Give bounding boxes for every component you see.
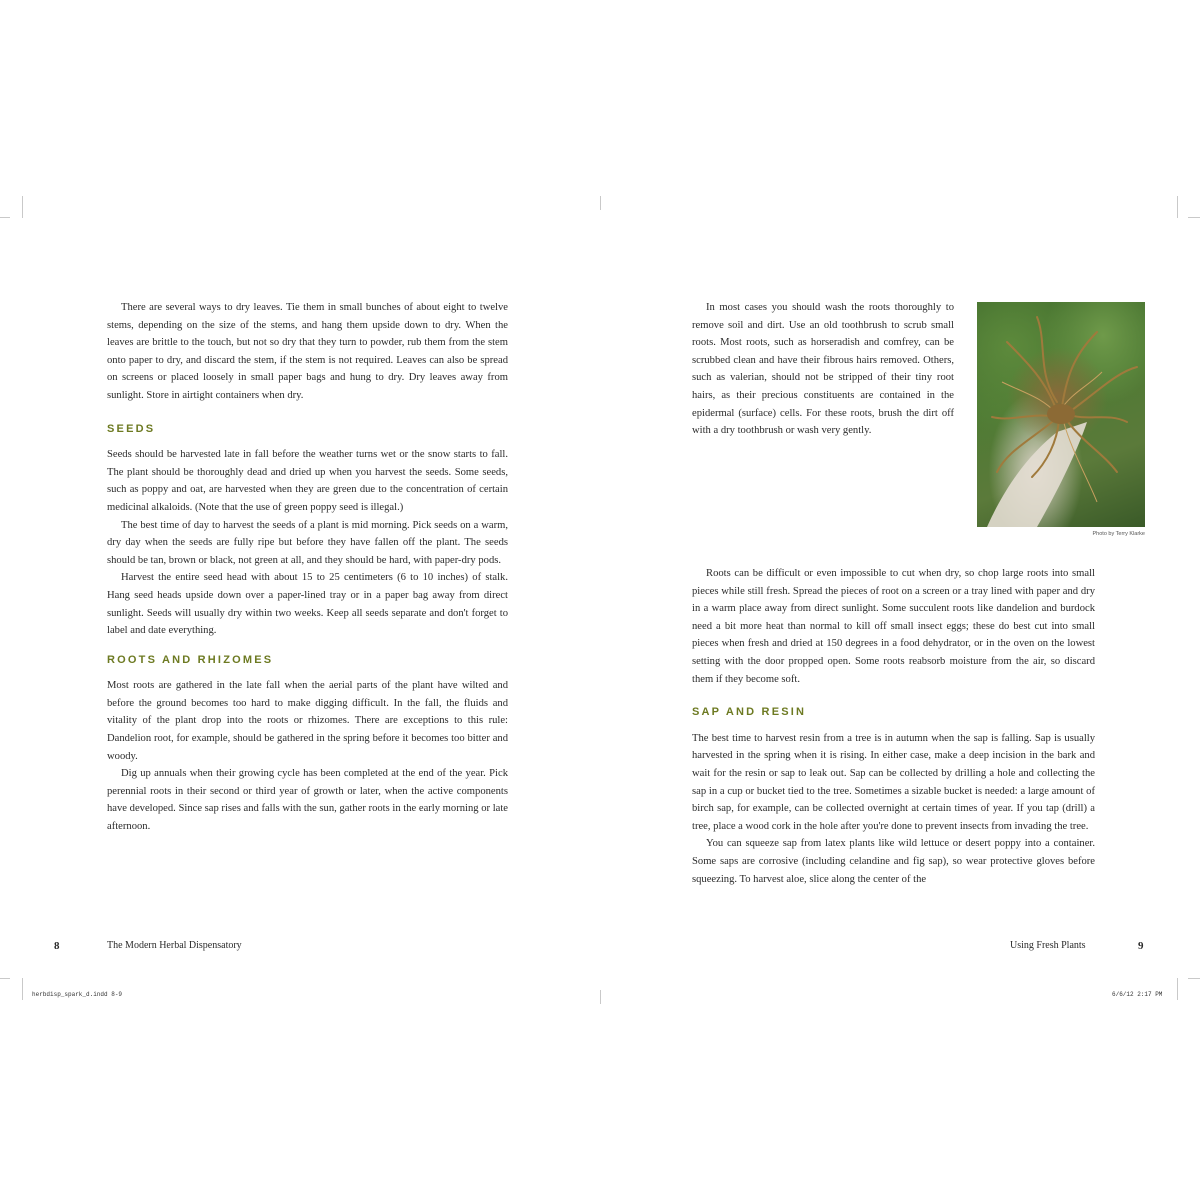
seeds-paragraph: Harvest the entire seed head with about 15 to 25 centimeters (6 to 10 inches) of stalk. Hang seed heads upside down over a paper-lined tray or in a paper bag away from direct sunlight. Seeds will usually dry within two weeks. Keep all seeds separate and don't forget to label and date everything. bbox=[107, 572, 508, 637]
intro-paragraph: There are several ways to dry leaves. Tie them in small bunches of about eight to twelve stems, depending on the size of the stems, and hang them upside down to dry. When the leaves are brittle to the touch, but not so dry that they turn to powder, rub them from the stem onto paper to dry, and discard the stem, if the stem is not required. Leaves can also be spread on screens or placed loosely in small paper bags and hung to dry. Dry leaves away from sunlight. Store in airtight containers when dry. bbox=[107, 302, 508, 401]
roots-paragraph: Dig up annuals when their growing cycle has been completed at the end of the year. Pick perennial roots in their second or third year of growth or later, when the active components have developed. Since sap rises and falls with the sun, gather roots in the early morning or late afternoon. bbox=[107, 768, 508, 833]
page-number: 9 bbox=[1138, 940, 1144, 952]
sap-heading: SAP AND RESIN bbox=[692, 706, 807, 719]
slug-line: herbdisp_spark_d.indd 8-9 bbox=[32, 991, 123, 998]
crop-mark bbox=[1177, 978, 1178, 1000]
crop-mark bbox=[22, 196, 23, 218]
crop-mark bbox=[1188, 217, 1200, 218]
seeds-heading: SEEDS bbox=[107, 422, 156, 435]
roots-paragraph: Most roots are gathered in the late fall when the aerial parts of the plant have wilted and before the ground becomes too hard to make digging difficult. In the fall, the fluids and vitality of the plant drop into the roots or rhizomes. There are exceptions to this rule: Dandelion root, for example, should be gathered in the spring before it becomes too bitter and woody. bbox=[107, 680, 508, 762]
roots-heading: ROOTS AND RHIZOMES bbox=[107, 653, 274, 666]
running-head: The Modern Herbal Dispensatory bbox=[107, 940, 242, 951]
crop-mark bbox=[1188, 978, 1200, 979]
right-text-top bbox=[692, 299, 954, 440]
sap-paragraph: The best time to harvest resin from a tree is in autumn when the sap is falling. Sap is usually harvested in the spring when it is rising. In either case, make a deep incision in the bark and wait for the resin or sap to leak out. Sap can be collected by drilling a hole and collecting the sap in a cup or bucket tied to the tree. Sometimes a sizable bucket is needed: a large amount of birch sap, for example, can be collected overnight at certain times of year. If you tap (drill) a tree, place a wood cork in the hole after you're done to prevent insects from invading the tree. bbox=[692, 732, 1095, 832]
slug-line: 6/6/12 2:17 PM bbox=[1112, 991, 1163, 998]
page-number: 8 bbox=[54, 940, 60, 952]
crop-mark bbox=[22, 978, 23, 1000]
sap-paragraph: You can squeeze sap from latex plants like wild lettuce or desert poppy into a container. Some saps are corrosive (including celandine and fig sap), so wear protective gloves before squeezing. To harvest aloe, slice along the center of the bbox=[692, 838, 1095, 885]
seeds-paragraph: The best time of day to harvest the seeds of a plant is mid morning. Pick seeds on a warm, dry day when the seeds are fully ripe but before they have fallen off the plant. The seeds should be tan, brown or black, not green at all, and they should be hard, with paper-dry pods. bbox=[107, 519, 508, 566]
right-text-column bbox=[692, 565, 1095, 888]
crop-mark bbox=[0, 978, 10, 979]
seeds-paragraph: Seeds should be harvested late in fall before the weather turns wet or the snow starts to fall. The plant should be thoroughly dead and dried up when you harvest the seeds. Some seeds, such as poppy and oat, are harvested when they are green due to the concentration of certain medicinal alkaloids. (Note that the use of green poppy seed is illegal.) bbox=[107, 449, 508, 513]
washing-paragraph: In most cases you should wash the roots thoroughly to remove soil and dirt. Use an old toothbrush to scrub small roots. Most roots, such as horseradish and comfrey, can be scrubbed clean and have their fibrous hairs removed. Others, such as valerian, should not be stripped of their tiny root hairs, as their precious constituents are contained in the epidermal (surface) cells. For these roots, brush the dirt off with a dry toothbrush or wash very gently. bbox=[692, 302, 954, 437]
roots-photo bbox=[977, 302, 1145, 527]
left-text-column bbox=[107, 299, 508, 836]
roots-illustration bbox=[977, 302, 1145, 527]
running-head: Using Fresh Plants bbox=[1010, 940, 1086, 951]
crop-mark bbox=[0, 217, 10, 218]
photo-credit: Photo by Terry Klarke bbox=[1092, 531, 1145, 537]
drying-roots-paragraph: Roots can be difficult or even impossible to cut when dry, so chop large roots into small pieces while still fresh. Spread the pieces of root on a screen or a tray lined with paper and dry in a warm place away from direct sunlight. Some succulent roots like dandelion and burdock need a bit more heat than normal to kill off small insect eggs; these do best cut into small pieces when fresh and dried at 150 degrees in a food dehydrator, or in the oven on the lowest setting with the door propped open. Some roots reabsorb moisture from the air, so discard them if they become soft. bbox=[692, 568, 1095, 685]
crop-mark bbox=[1177, 196, 1178, 218]
